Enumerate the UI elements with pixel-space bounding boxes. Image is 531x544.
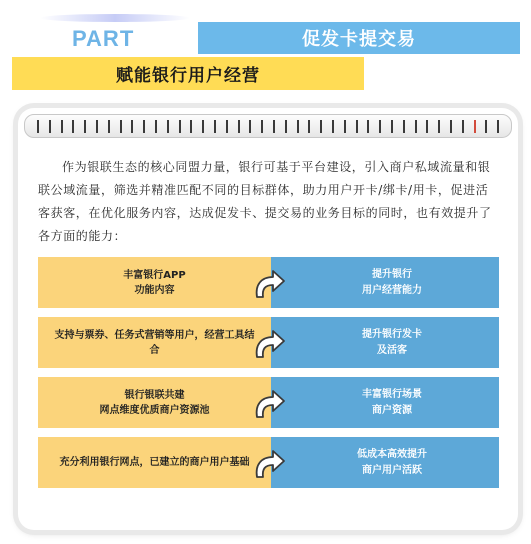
benefit-row-source: 丰富银行APP 功能内容 [38,257,271,308]
ruler-tick [320,120,322,133]
page-subtitle: 赋能银行用户经营 [116,66,260,86]
ruler-tick [179,120,181,133]
ruler-tick [497,120,499,133]
ruler-tick [190,120,192,133]
benefit-row-result: 提升银行发卡 及活客 [271,317,499,368]
ruler-tick [261,120,263,133]
page-title: 促发卡提交易 [302,29,416,50]
benefit-row [38,257,499,308]
subtitle-banner [12,57,364,90]
ruler-tick [379,120,381,133]
ruler-tick [462,120,464,133]
ruler-tick [143,120,145,133]
ruler-tick [367,120,369,133]
ruler-tick [426,120,428,133]
ruler-tick [84,120,86,133]
benefit-row-result: 提升银行 用户经营能力 [271,257,499,308]
ruler-tick [485,120,487,133]
decorative-glow [40,14,190,22]
content-card [18,108,518,530]
ruler-tick [214,120,216,133]
ruler-tick [285,120,287,133]
benefit-row [38,317,499,368]
benefit-row [38,437,499,488]
ruler-tick [403,120,405,133]
benefit-row [38,377,499,428]
curved-arrow-icon [251,447,287,481]
ruler-tick [167,120,169,133]
ruler-tick [72,120,74,133]
ruler-tick [249,120,251,133]
ruler-tick [120,120,122,133]
ruler-tick [108,120,110,133]
benefit-rows [38,257,499,497]
ruler-tick [297,120,299,133]
ruler-tick [61,120,63,133]
ruler-tick [155,120,157,133]
ruler-tick [37,120,39,133]
ruler-tick [202,120,204,133]
ruler-tick [96,120,98,133]
ruler-tick [49,120,51,133]
ruler-tick [391,120,393,133]
ruler-tick [332,120,334,133]
curved-arrow-icon [251,267,287,301]
part-label: PART [72,26,135,51]
ruler-tick [415,120,417,133]
title-banner [198,22,520,54]
benefit-row-result: 低成本高效提升 商户用户活跃 [271,437,499,488]
ruler-tick [356,120,358,133]
ruler-tick [273,120,275,133]
ruler-tick [344,120,346,133]
benefit-row-source: 支持与票券、任务式营销等用户，经营工具结合 [38,317,271,368]
ruler-tick [226,120,228,133]
ruler-icon [24,114,512,138]
ruler-tick [238,120,240,133]
ruler-tick [131,120,133,133]
ruler-tick [474,120,476,133]
curved-arrow-icon [251,327,287,361]
benefit-row-result: 丰富银行场景 商户资源 [271,377,499,428]
curved-arrow-icon [251,387,287,421]
ruler-tick [450,120,452,133]
benefit-row-source: 充分利用银行网点，已建立的商户用户基础 [38,437,271,488]
intro-paragraph: 作为银联生态的核心同盟力量，银行可基于平台建设，引入商户私域流量和银联公域流量，筛选并精准匹配不同的目标群体，助力用户开卡/绑卡/用卡，促进活客获客，在优化服务内容，达成促发卡、提交易的业务目标的同时，也有效提升了各方面的能力： [38,160,492,243]
ruler-tick [438,120,440,133]
ruler-tick [308,120,310,133]
benefit-row-source: 银行银联共建 网点维度优质商户资源池 [38,377,271,428]
